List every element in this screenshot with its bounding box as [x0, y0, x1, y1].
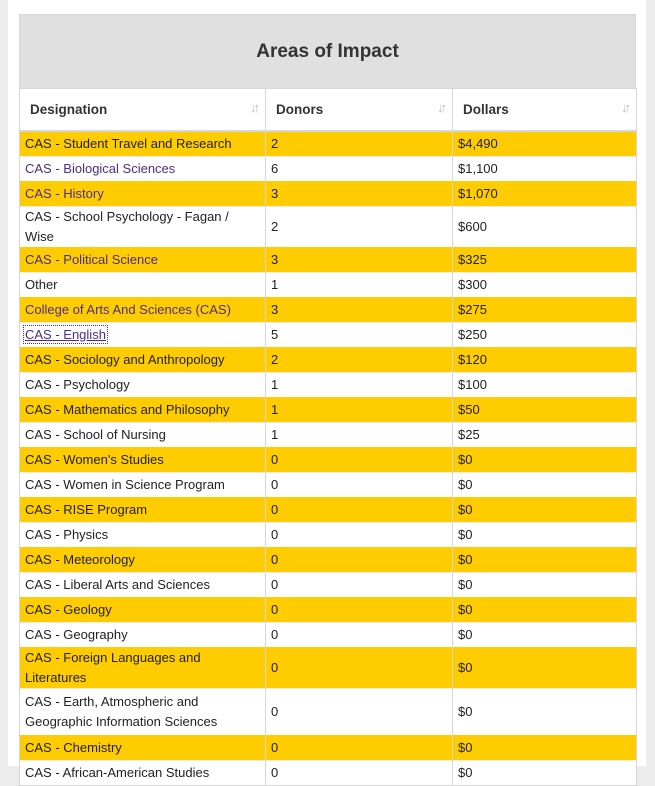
donors-cell: 3	[266, 182, 453, 207]
table-row	[20, 398, 637, 423]
donors-cell: 1	[266, 423, 453, 448]
table-row	[20, 298, 637, 323]
column-label: Designation	[30, 102, 108, 117]
donors-cell: 0	[266, 548, 453, 573]
table-row	[20, 207, 637, 248]
table-row	[20, 273, 637, 298]
designation-link[interactable]: CAS - Political Science	[20, 248, 266, 273]
column-header-designation[interactable]	[20, 89, 266, 132]
dollars-cell: $275	[453, 298, 637, 323]
dollars-cell: $50	[453, 398, 637, 423]
table-row	[20, 373, 637, 398]
dollars-cell: $25	[453, 423, 637, 448]
content-panel	[8, 0, 646, 780]
dollars-cell: $0	[453, 623, 637, 648]
table-row	[20, 736, 637, 761]
header-row	[20, 89, 637, 132]
designation-link[interactable]: CAS - Biological Sciences	[20, 157, 266, 182]
table-row	[20, 131, 637, 157]
sort-icon[interactable]: ↓↑	[437, 100, 444, 115]
designation-cell: CAS - Foreign Languages and Literatures	[20, 648, 266, 689]
donors-cell: 2	[266, 348, 453, 373]
table-row	[20, 623, 637, 648]
designation-cell: CAS - Chemistry	[20, 736, 266, 761]
designation-cell: CAS - Geology	[20, 598, 266, 623]
dollars-cell: $0	[453, 548, 637, 573]
table-body	[20, 131, 637, 786]
table-title: Areas of Impact	[19, 14, 636, 88]
designation-link[interactable]: College of Arts And Sciences (CAS)	[20, 298, 266, 323]
table-row	[20, 348, 637, 373]
table-row	[20, 448, 637, 473]
dollars-cell: $120	[453, 348, 637, 373]
areas-of-impact-table	[19, 14, 636, 786]
donors-cell: 5	[266, 323, 453, 348]
designation-cell: CAS - Geography	[20, 623, 266, 648]
table-row	[20, 323, 637, 348]
designation-cell: CAS - School Psychology - Fagan / Wise	[20, 207, 266, 248]
dollars-cell: $0	[453, 598, 637, 623]
designation-cell: Other	[20, 273, 266, 298]
donors-cell: 0	[266, 689, 453, 736]
designation-cell: CAS - RISE Program	[20, 498, 266, 523]
donors-cell: 0	[266, 598, 453, 623]
designation-cell: CAS - Women in Science Program	[20, 473, 266, 498]
dollars-cell: $0	[453, 473, 637, 498]
table-row	[20, 473, 637, 498]
dollars-cell: $0	[453, 648, 637, 689]
dollars-cell: $250	[453, 323, 637, 348]
dollars-cell: $100	[453, 373, 637, 398]
table-row	[20, 761, 637, 786]
donors-cell: 2	[266, 131, 453, 157]
donors-cell: 0	[266, 523, 453, 548]
designation-cell: CAS - School of Nursing	[20, 423, 266, 448]
impact-table	[19, 88, 637, 786]
column-header-donors[interactable]	[266, 89, 453, 132]
donors-cell: 0	[266, 573, 453, 598]
designation-cell: CAS - Physics	[20, 523, 266, 548]
donors-cell: 1	[266, 398, 453, 423]
table-row	[20, 423, 637, 448]
table-row	[20, 598, 637, 623]
dollars-cell: $4,490	[453, 131, 637, 157]
dollars-cell: $0	[453, 689, 637, 736]
designation-cell: CAS - Meteorology	[20, 548, 266, 573]
donors-cell: 0	[266, 473, 453, 498]
table-row	[20, 182, 637, 207]
donors-cell: 0	[266, 448, 453, 473]
table-row	[20, 498, 637, 523]
designation-link[interactable]: CAS - English	[25, 327, 106, 342]
designation-link[interactable]: CAS - History	[20, 182, 266, 207]
dollars-cell: $300	[453, 273, 637, 298]
dollars-cell: $325	[453, 248, 637, 273]
dollars-cell: $600	[453, 207, 637, 248]
dollars-cell: $1,070	[453, 182, 637, 207]
donors-cell: 3	[266, 248, 453, 273]
donors-cell: 0	[266, 761, 453, 786]
donors-cell: 2	[266, 207, 453, 248]
donors-cell: 0	[266, 498, 453, 523]
donors-cell: 0	[266, 623, 453, 648]
donors-cell: 1	[266, 273, 453, 298]
designation-cell: CAS - Liberal Arts and Sciences	[20, 573, 266, 598]
designation-cell: CAS - African-American Studies	[20, 761, 266, 786]
designation-cell-focused	[20, 323, 266, 348]
designation-cell: CAS - Student Travel and Research	[20, 131, 266, 157]
sort-icon[interactable]: ↓↑	[621, 100, 628, 115]
sort-icon[interactable]: ↓↑	[250, 100, 257, 115]
table-row	[20, 523, 637, 548]
donors-cell: 0	[266, 648, 453, 689]
designation-cell: CAS - Sociology and Anthropology	[20, 348, 266, 373]
column-label: Donors	[276, 102, 324, 117]
dollars-cell: $1,100	[453, 157, 637, 182]
table-row	[20, 157, 637, 182]
column-header-dollars[interactable]	[453, 89, 637, 132]
donors-cell: 6	[266, 157, 453, 182]
dollars-cell: $0	[453, 761, 637, 786]
table-row	[20, 689, 637, 736]
donors-cell: 1	[266, 373, 453, 398]
column-label: Dollars	[463, 102, 509, 117]
table-row	[20, 548, 637, 573]
table-row	[20, 648, 637, 689]
designation-cell: CAS - Women's Studies	[20, 448, 266, 473]
dollars-cell: $0	[453, 523, 637, 548]
table-row	[20, 248, 637, 273]
designation-cell: CAS - Psychology	[20, 373, 266, 398]
dollars-cell: $0	[453, 448, 637, 473]
dollars-cell: $0	[453, 498, 637, 523]
designation-cell: CAS - Mathematics and Philosophy	[20, 398, 266, 423]
dollars-cell: $0	[453, 573, 637, 598]
donors-cell: 3	[266, 298, 453, 323]
table-row	[20, 573, 637, 598]
donors-cell: 0	[266, 736, 453, 761]
dollars-cell: $0	[453, 736, 637, 761]
designation-cell: CAS - Earth, Atmospheric and Geographic Information Sciences	[20, 689, 266, 736]
